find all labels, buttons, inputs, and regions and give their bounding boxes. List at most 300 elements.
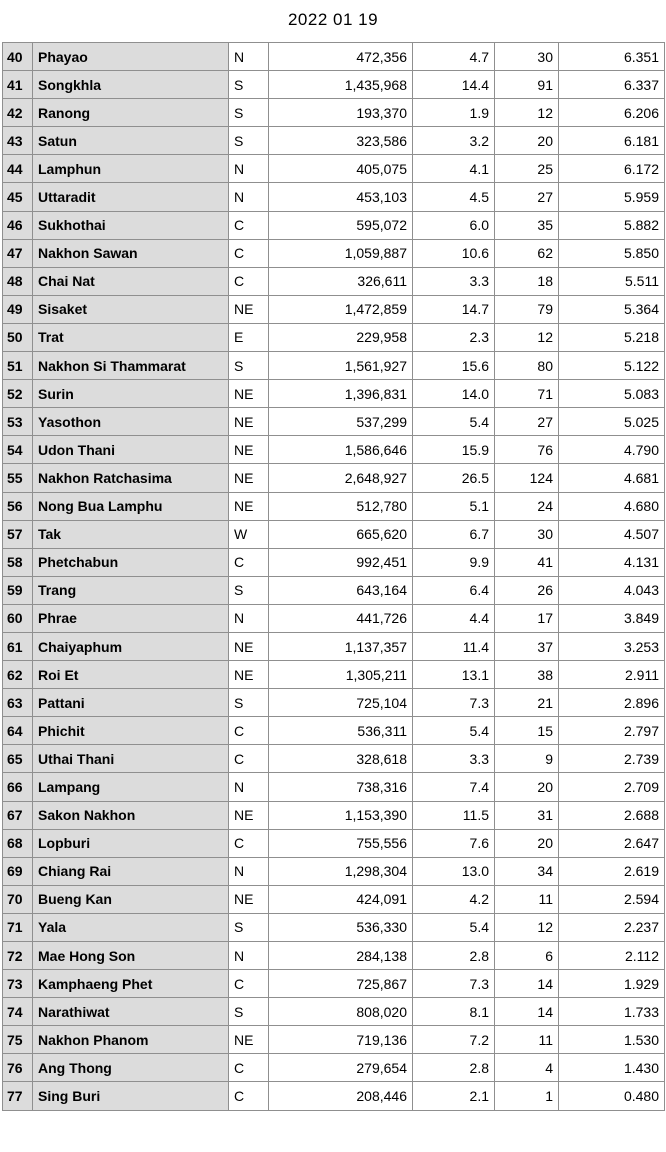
region-cell: N [229,183,269,211]
percent-cell: 10.6 [413,239,495,267]
region-cell: C [229,717,269,745]
percent-cell: 6.7 [413,520,495,548]
rate-cell: 5.511 [559,267,665,295]
region-cell: N [229,942,269,970]
province-cell: Kamphaeng Phet [33,970,229,998]
region-cell: NE [229,295,269,323]
cases-cell: 30 [495,43,559,71]
rank-cell: 47 [3,239,33,267]
province-cell: Nong Bua Lamphu [33,492,229,520]
cases-cell: 15 [495,717,559,745]
table-row [3,661,665,689]
province-cell: Lampang [33,773,229,801]
cases-cell: 91 [495,71,559,99]
rank-cell: 75 [3,1026,33,1054]
cases-cell: 62 [495,239,559,267]
table-row [3,857,665,885]
region-cell: E [229,323,269,351]
rate-cell: 0.480 [559,1082,665,1110]
table-row [3,239,665,267]
province-cell: Nakhon Ratchasima [33,464,229,492]
table-row [3,380,665,408]
rank-cell: 65 [3,745,33,773]
rate-cell: 2.237 [559,913,665,941]
percent-cell: 9.9 [413,548,495,576]
cases-cell: 25 [495,155,559,183]
table-row [3,323,665,351]
cases-cell: 20 [495,127,559,155]
cases-cell: 20 [495,829,559,857]
table-row [3,1026,665,1054]
province-cell: Bueng Kan [33,885,229,913]
percent-cell: 4.7 [413,43,495,71]
percent-cell: 2.3 [413,323,495,351]
percent-cell: 11.4 [413,632,495,660]
rate-cell: 5.218 [559,323,665,351]
region-cell: S [229,998,269,1026]
cases-cell: 14 [495,970,559,998]
rate-cell: 1.530 [559,1026,665,1054]
region-cell: N [229,155,269,183]
cases-cell: 4 [495,1054,559,1082]
region-cell: S [229,99,269,127]
cases-cell: 27 [495,183,559,211]
cases-cell: 18 [495,267,559,295]
province-cell: Uthai Thani [33,745,229,773]
cases-cell: 80 [495,352,559,380]
table-row [3,183,665,211]
table-row [3,436,665,464]
rate-cell: 6.172 [559,155,665,183]
rank-cell: 51 [3,352,33,380]
population-cell: 1,153,390 [269,801,413,829]
rank-cell: 77 [3,1082,33,1110]
region-cell: NE [229,436,269,464]
rank-cell: 59 [3,576,33,604]
table-row [3,43,665,71]
rank-cell: 71 [3,913,33,941]
rank-cell: 48 [3,267,33,295]
province-cell: Sukhothai [33,211,229,239]
percent-cell: 2.8 [413,942,495,970]
rate-cell: 2.709 [559,773,665,801]
rate-cell: 2.688 [559,801,665,829]
population-cell: 719,136 [269,1026,413,1054]
population-cell: 193,370 [269,99,413,127]
population-cell: 512,780 [269,492,413,520]
cases-cell: 27 [495,408,559,436]
province-cell: Roi Et [33,661,229,689]
rate-cell: 4.043 [559,576,665,604]
population-cell: 808,020 [269,998,413,1026]
region-cell: NE [229,885,269,913]
cases-cell: 11 [495,1026,559,1054]
region-cell: N [229,857,269,885]
province-table [2,42,665,1111]
percent-cell: 2.8 [413,1054,495,1082]
population-cell: 405,075 [269,155,413,183]
region-cell: C [229,970,269,998]
population-cell: 323,586 [269,127,413,155]
rank-cell: 60 [3,604,33,632]
population-cell: 328,618 [269,745,413,773]
province-cell: Trat [33,323,229,351]
table-row [3,352,665,380]
percent-cell: 5.4 [413,717,495,745]
percent-cell: 6.0 [413,211,495,239]
table-row [3,71,665,99]
region-cell: N [229,43,269,71]
table-row [3,295,665,323]
percent-cell: 14.7 [413,295,495,323]
rank-cell: 46 [3,211,33,239]
percent-cell: 14.4 [413,71,495,99]
region-cell: S [229,127,269,155]
region-cell: NE [229,464,269,492]
rank-cell: 41 [3,71,33,99]
table-row [3,604,665,632]
cases-cell: 12 [495,913,559,941]
percent-cell: 13.0 [413,857,495,885]
rank-cell: 50 [3,323,33,351]
population-cell: 1,298,304 [269,857,413,885]
region-cell: W [229,520,269,548]
table-row [3,576,665,604]
cases-cell: 6 [495,942,559,970]
rank-cell: 44 [3,155,33,183]
rank-cell: 57 [3,520,33,548]
population-cell: 537,299 [269,408,413,436]
percent-cell: 1.9 [413,99,495,127]
table-row [3,942,665,970]
province-cell: Sakon Nakhon [33,801,229,829]
cases-cell: 30 [495,520,559,548]
province-cell: Nakhon Phanom [33,1026,229,1054]
table-row [3,99,665,127]
percent-cell: 3.3 [413,267,495,295]
region-cell: C [229,829,269,857]
rank-cell: 49 [3,295,33,323]
population-cell: 472,356 [269,43,413,71]
percent-cell: 5.1 [413,492,495,520]
region-cell: NE [229,492,269,520]
cases-cell: 41 [495,548,559,576]
table-row [3,464,665,492]
region-cell: C [229,267,269,295]
table-row [3,211,665,239]
region-cell: C [229,1054,269,1082]
percent-cell: 15.9 [413,436,495,464]
rank-cell: 58 [3,548,33,576]
population-cell: 2,648,927 [269,464,413,492]
rate-cell: 4.681 [559,464,665,492]
region-cell: S [229,689,269,717]
province-cell: Yala [33,913,229,941]
region-cell: C [229,1082,269,1110]
province-cell: Ang Thong [33,1054,229,1082]
rate-cell: 2.896 [559,689,665,717]
region-cell: C [229,548,269,576]
rate-cell: 2.797 [559,717,665,745]
rank-cell: 72 [3,942,33,970]
cases-cell: 76 [495,436,559,464]
table-row [3,1082,665,1110]
region-cell: NE [229,1026,269,1054]
rate-cell: 3.253 [559,632,665,660]
rank-cell: 54 [3,436,33,464]
percent-cell: 6.4 [413,576,495,604]
rate-cell: 4.507 [559,520,665,548]
rank-cell: 69 [3,857,33,885]
table-row [3,885,665,913]
population-cell: 1,059,887 [269,239,413,267]
rank-cell: 56 [3,492,33,520]
province-cell: Udon Thani [33,436,229,464]
rate-cell: 6.351 [559,43,665,71]
rate-cell: 2.739 [559,745,665,773]
cases-cell: 26 [495,576,559,604]
percent-cell: 7.6 [413,829,495,857]
cases-cell: 12 [495,99,559,127]
table-row [3,970,665,998]
rank-cell: 42 [3,99,33,127]
region-cell: C [229,211,269,239]
rate-cell: 5.364 [559,295,665,323]
population-cell: 279,654 [269,1054,413,1082]
rank-cell: 55 [3,464,33,492]
percent-cell: 4.4 [413,604,495,632]
percent-cell: 7.4 [413,773,495,801]
rank-cell: 45 [3,183,33,211]
cases-cell: 9 [495,745,559,773]
population-cell: 1,137,357 [269,632,413,660]
rate-cell: 3.849 [559,604,665,632]
cases-cell: 124 [495,464,559,492]
table-row [3,155,665,183]
rate-cell: 5.850 [559,239,665,267]
percent-cell: 4.2 [413,885,495,913]
rate-cell: 1.929 [559,970,665,998]
percent-cell: 15.6 [413,352,495,380]
province-cell: Phichit [33,717,229,745]
population-cell: 453,103 [269,183,413,211]
percent-cell: 3.2 [413,127,495,155]
percent-cell: 7.2 [413,1026,495,1054]
province-cell: Chiang Rai [33,857,229,885]
percent-cell: 26.5 [413,464,495,492]
percent-cell: 14.0 [413,380,495,408]
province-cell: Pattani [33,689,229,717]
cases-cell: 79 [495,295,559,323]
population-cell: 1,472,859 [269,295,413,323]
table-row [3,1054,665,1082]
rate-cell: 2.112 [559,942,665,970]
rank-cell: 76 [3,1054,33,1082]
region-cell: C [229,745,269,773]
rank-cell: 52 [3,380,33,408]
table-row [3,998,665,1026]
region-cell: S [229,576,269,604]
cases-cell: 12 [495,323,559,351]
rate-cell: 5.882 [559,211,665,239]
cases-cell: 71 [495,380,559,408]
rank-cell: 63 [3,689,33,717]
table-row [3,689,665,717]
percent-cell: 2.1 [413,1082,495,1110]
table-row [3,801,665,829]
cases-cell: 35 [495,211,559,239]
cases-cell: 37 [495,632,559,660]
percent-cell: 3.3 [413,745,495,773]
province-cell: Lamphun [33,155,229,183]
cases-cell: 24 [495,492,559,520]
percent-cell: 4.5 [413,183,495,211]
population-cell: 595,072 [269,211,413,239]
region-cell: S [229,913,269,941]
population-cell: 1,305,211 [269,661,413,689]
table-row [3,548,665,576]
province-cell: Songkhla [33,71,229,99]
population-cell: 738,316 [269,773,413,801]
rank-cell: 70 [3,885,33,913]
table-row [3,127,665,155]
table-row [3,829,665,857]
province-cell: Trang [33,576,229,604]
population-cell: 665,620 [269,520,413,548]
percent-cell: 5.4 [413,408,495,436]
percent-cell: 11.5 [413,801,495,829]
percent-cell: 4.1 [413,155,495,183]
rate-cell: 2.594 [559,885,665,913]
rank-cell: 40 [3,43,33,71]
region-cell: N [229,604,269,632]
population-cell: 208,446 [269,1082,413,1110]
table-row [3,913,665,941]
province-cell: Sisaket [33,295,229,323]
rate-cell: 1.430 [559,1054,665,1082]
population-cell: 1,435,968 [269,71,413,99]
province-cell: Ranong [33,99,229,127]
rank-cell: 43 [3,127,33,155]
region-cell: S [229,71,269,99]
rate-cell: 5.122 [559,352,665,380]
province-cell: Phayao [33,43,229,71]
population-cell: 992,451 [269,548,413,576]
page-title: 2022 01 19 [287,10,379,29]
province-cell: Satun [33,127,229,155]
rate-cell: 6.337 [559,71,665,99]
population-cell: 284,138 [269,942,413,970]
province-cell: Mae Hong Son [33,942,229,970]
cases-cell: 31 [495,801,559,829]
table-row [3,717,665,745]
rate-cell: 2.911 [559,661,665,689]
population-cell: 755,556 [269,829,413,857]
population-cell: 441,726 [269,604,413,632]
cases-cell: 21 [495,689,559,717]
rate-cell: 5.959 [559,183,665,211]
region-cell: N [229,773,269,801]
table-row [3,267,665,295]
population-cell: 725,867 [269,970,413,998]
population-cell: 229,958 [269,323,413,351]
rate-cell: 4.680 [559,492,665,520]
region-cell: NE [229,408,269,436]
population-cell: 1,586,646 [269,436,413,464]
region-cell: C [229,239,269,267]
rank-cell: 66 [3,773,33,801]
population-cell: 424,091 [269,885,413,913]
rate-cell: 6.181 [559,127,665,155]
rank-cell: 67 [3,801,33,829]
population-cell: 326,611 [269,267,413,295]
rate-cell: 5.025 [559,408,665,436]
province-cell: Chaiyaphum [33,632,229,660]
province-cell: Tak [33,520,229,548]
rank-cell: 68 [3,829,33,857]
rank-cell: 53 [3,408,33,436]
cases-cell: 1 [495,1082,559,1110]
rank-cell: 74 [3,998,33,1026]
cases-cell: 34 [495,857,559,885]
region-cell: NE [229,801,269,829]
rate-cell: 2.647 [559,829,665,857]
rank-cell: 73 [3,970,33,998]
table-row [3,492,665,520]
rate-cell: 1.733 [559,998,665,1026]
rank-cell: 62 [3,661,33,689]
population-cell: 1,561,927 [269,352,413,380]
province-cell: Lopburi [33,829,229,857]
region-cell: NE [229,661,269,689]
province-cell: Phetchabun [33,548,229,576]
rate-cell: 5.083 [559,380,665,408]
cases-cell: 14 [495,998,559,1026]
province-cell: Nakhon Si Thammarat [33,352,229,380]
percent-cell: 5.4 [413,913,495,941]
rate-cell: 4.131 [559,548,665,576]
table-row [3,520,665,548]
province-cell: Sing Buri [33,1082,229,1110]
table-row [3,408,665,436]
rank-cell: 61 [3,632,33,660]
table-body [3,43,665,1111]
population-cell: 643,164 [269,576,413,604]
table-row [3,632,665,660]
province-cell: Uttaradit [33,183,229,211]
population-cell: 536,330 [269,913,413,941]
province-cell: Chai Nat [33,267,229,295]
table-row [3,745,665,773]
rank-cell: 64 [3,717,33,745]
cases-cell: 11 [495,885,559,913]
province-cell: Phrae [33,604,229,632]
province-cell: Narathiwat [33,998,229,1026]
table-row [3,773,665,801]
cases-cell: 17 [495,604,559,632]
province-cell: Surin [33,380,229,408]
region-cell: NE [229,380,269,408]
cases-cell: 20 [495,773,559,801]
percent-cell: 13.1 [413,661,495,689]
percent-cell: 8.1 [413,998,495,1026]
rate-cell: 4.790 [559,436,665,464]
region-cell: S [229,352,269,380]
percent-cell: 7.3 [413,970,495,998]
rate-cell: 6.206 [559,99,665,127]
rate-cell: 2.619 [559,857,665,885]
region-cell: NE [229,632,269,660]
